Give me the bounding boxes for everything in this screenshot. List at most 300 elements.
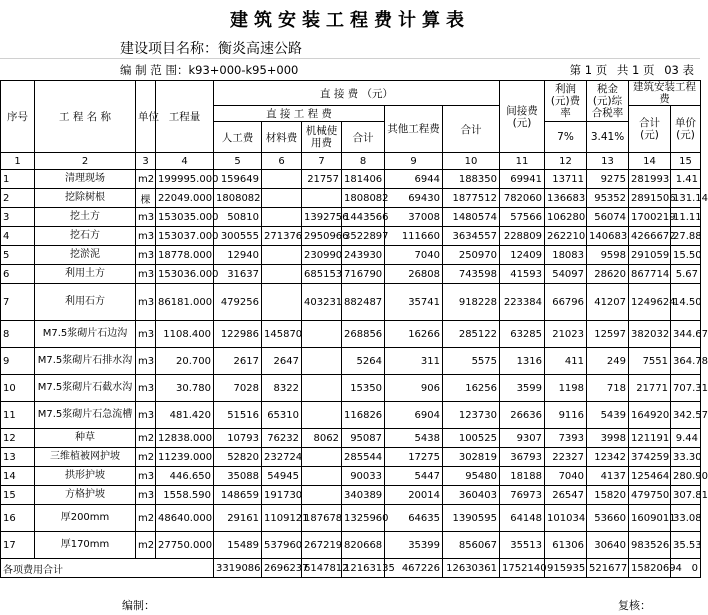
column-number: 12: [545, 153, 587, 170]
cell-indirect: 18188: [500, 467, 545, 486]
cell-qty: 11239.000: [156, 448, 214, 467]
cell-profit: 136683: [545, 189, 587, 208]
cell-price: 342.57: [671, 402, 701, 429]
cell-indirect: 12409: [500, 246, 545, 265]
page-info: [564, 62, 694, 78]
cell-install: 382032: [629, 321, 671, 348]
cell-other: 6904: [385, 402, 443, 429]
cell-profit: 18083: [545, 246, 587, 265]
column-number: 9: [385, 153, 443, 170]
cell-qty: 446.650: [156, 467, 214, 486]
cell-machine: [302, 375, 342, 402]
cell-sub: 15350: [342, 375, 385, 402]
cell-material: 65310: [262, 402, 302, 429]
cell-other: 111660: [385, 227, 443, 246]
cell-profit: 106280: [545, 208, 587, 227]
cell-seq: 5: [1, 246, 35, 265]
cell-tax: 9275: [587, 170, 629, 189]
cell-material: 1109121: [262, 505, 302, 532]
header-unit-price: 单价(元): [671, 106, 701, 153]
cell-material: 76232: [262, 429, 302, 448]
cell-other: 7040: [385, 246, 443, 265]
cell-profit: 101034: [545, 505, 587, 532]
cell-material: 8322: [262, 375, 302, 402]
cell-qty: 153035.000: [156, 208, 214, 227]
header-total: 合计: [443, 106, 500, 153]
cell-install: 164920: [629, 402, 671, 429]
cell-install: 291059: [629, 246, 671, 265]
table-row: [1, 448, 701, 467]
header-unit: 单位: [136, 81, 156, 153]
cell-seq: 2: [1, 189, 35, 208]
cell-name: 厚170mm: [35, 532, 136, 559]
cell-machine: [302, 348, 342, 375]
cell-material: [262, 208, 302, 227]
cell-sub: 5264: [342, 348, 385, 375]
cell-price: 364.78: [671, 348, 701, 375]
cell-profit: 13711: [545, 170, 587, 189]
cell-material: 54945: [262, 467, 302, 486]
cell-name: 三维植被网护坡: [35, 448, 136, 467]
cell-machine: [302, 467, 342, 486]
cell-indirect: 35513: [500, 532, 545, 559]
column-number: 2: [35, 153, 136, 170]
cell-tax: 9598: [587, 246, 629, 265]
cell-tax: 12597: [587, 321, 629, 348]
cell-machine: [302, 402, 342, 429]
cell-labor: 52820: [214, 448, 262, 467]
cell-profit: 22327: [545, 448, 587, 467]
cell-other: 906: [385, 375, 443, 402]
cell-name: 利用土方: [35, 265, 136, 284]
cell-sub: 716790: [342, 265, 385, 284]
cell-sub: 882487: [342, 284, 385, 321]
cell-tax: 30640: [587, 532, 629, 559]
cell-indirect: 76973: [500, 486, 545, 505]
cell-sub: 1325960: [342, 505, 385, 532]
cell-labor: 159649: [214, 170, 262, 189]
cell-other: 35741: [385, 284, 443, 321]
column-number: 10: [443, 153, 500, 170]
cell-total: 16256: [443, 375, 500, 402]
cell-machine: 230990: [302, 246, 342, 265]
cell-qty: 20.700: [156, 348, 214, 375]
cell-total: 743598: [443, 265, 500, 284]
cell-labor: 7028: [214, 375, 262, 402]
cell-price: 707.31: [671, 375, 701, 402]
cell-labor: 300555: [214, 227, 262, 246]
cell-qty: 22049.000: [156, 189, 214, 208]
total-label: 各项费用合计: [1, 559, 214, 578]
header-seq: 序号: [1, 81, 35, 153]
cell-material: [262, 189, 302, 208]
cell-seq: 10: [1, 375, 35, 402]
cell-qty: 48640.000: [156, 505, 214, 532]
cell-material: 145870: [262, 321, 302, 348]
cell-indirect: 41593: [500, 265, 545, 284]
cell-tax: 41207: [587, 284, 629, 321]
cell-unit: m3: [136, 348, 156, 375]
cell-qty: 86181.000: [156, 284, 214, 321]
cell-labor: 1808082: [214, 189, 262, 208]
table-row: [1, 402, 701, 429]
cell-seq: 12: [1, 429, 35, 448]
cell-indirect: 63285: [500, 321, 545, 348]
cell-indirect: 3599: [500, 375, 545, 402]
cell-tax: 249: [587, 348, 629, 375]
cell-install: 867714: [629, 265, 671, 284]
cell-sub: 116826: [342, 402, 385, 429]
cell-qty: 30.780: [156, 375, 214, 402]
cell-name: 挖淤泥: [35, 246, 136, 265]
document-title: 建筑安装工程费计算表: [230, 10, 470, 31]
cell-total: 1480574: [443, 208, 500, 227]
cell-machine: 187678: [302, 505, 342, 532]
cell-name: 方格护坡: [35, 486, 136, 505]
column-number: 3: [136, 153, 156, 170]
table-row: [1, 375, 701, 402]
cell-profit: 66796: [545, 284, 587, 321]
cell-total: 856067: [443, 532, 500, 559]
total-indirect: 1752140: [500, 559, 545, 578]
table-row: [1, 284, 701, 321]
cell-tax: 4137: [587, 467, 629, 486]
cell-machine: 403231: [302, 284, 342, 321]
cell-indirect: 64148: [500, 505, 545, 532]
cell-material: 271376: [262, 227, 302, 246]
total-total: 12630361: [443, 559, 500, 578]
cell-material: [262, 170, 302, 189]
cell-price: 33.08: [671, 505, 701, 532]
table-row: [1, 467, 701, 486]
header-name: 工 程 名 称: [35, 81, 136, 153]
cell-machine: 2950966: [302, 227, 342, 246]
cell-price: 1.41: [671, 170, 701, 189]
tax-rate: 3.41%: [587, 122, 629, 153]
cell-labor: 31637: [214, 265, 262, 284]
cell-seq: 9: [1, 348, 35, 375]
column-number: 8: [342, 153, 385, 170]
cell-tax: 3998: [587, 429, 629, 448]
cell-price: 307.81: [671, 486, 701, 505]
cell-other: 20014: [385, 486, 443, 505]
column-number: 13: [587, 153, 629, 170]
cell-install: 983526: [629, 532, 671, 559]
cell-name: 挖石方: [35, 227, 136, 246]
cell-seq: 6: [1, 265, 35, 284]
cell-seq: 3: [1, 208, 35, 227]
cell-sub: 243930: [342, 246, 385, 265]
cell-sub: 3522897: [342, 227, 385, 246]
cell-sub: 820668: [342, 532, 385, 559]
cell-unit: m3: [136, 246, 156, 265]
cell-other: 17275: [385, 448, 443, 467]
cell-seq: 8: [1, 321, 35, 348]
cell-seq: 14: [1, 467, 35, 486]
cell-labor: 10793: [214, 429, 262, 448]
cell-other: 5438: [385, 429, 443, 448]
cell-name: M7.5浆砌片石急流槽: [35, 402, 136, 429]
table-row: [1, 189, 701, 208]
cell-seq: 15: [1, 486, 35, 505]
cell-other: 69430: [385, 189, 443, 208]
cell-indirect: 9307: [500, 429, 545, 448]
cell-total: 250970: [443, 246, 500, 265]
cell-labor: 12940: [214, 246, 262, 265]
cell-material: [262, 284, 302, 321]
total-tax: 521677: [587, 559, 629, 578]
cell-install: 2891506: [629, 189, 671, 208]
cell-material: 537960: [262, 532, 302, 559]
cell-install: 281993: [629, 170, 671, 189]
cell-machine: [302, 486, 342, 505]
cell-seq: 11: [1, 402, 35, 429]
cell-unit: m3: [136, 486, 156, 505]
cell-price: 14.50: [671, 284, 701, 321]
column-number: 1: [1, 153, 35, 170]
cell-unit: m3: [136, 265, 156, 284]
cell-sub: 340389: [342, 486, 385, 505]
cell-name: 厚200mm: [35, 505, 136, 532]
cell-profit: 411: [545, 348, 587, 375]
column-number: 14: [629, 153, 671, 170]
cell-total: 1877512: [443, 189, 500, 208]
cell-sub: 90033: [342, 467, 385, 486]
header-machine: 机械使用费: [302, 122, 342, 153]
cell-unit: m2: [136, 429, 156, 448]
cell-unit: m2: [136, 505, 156, 532]
cost-table: [0, 80, 708, 578]
cell-sub: 181406: [342, 170, 385, 189]
cell-seq: 4: [1, 227, 35, 246]
cell-machine: [302, 321, 342, 348]
cell-qty: 1558.590: [156, 486, 214, 505]
cell-install: 1700219: [629, 208, 671, 227]
project-name: 建设项目名称：衡炎高速公路: [120, 41, 302, 57]
cell-install: 479750: [629, 486, 671, 505]
cell-total: 3634557: [443, 227, 500, 246]
cell-machine: 685153: [302, 265, 342, 284]
cell-price: 35.53: [671, 532, 701, 559]
cell-seq: 17: [1, 532, 35, 559]
cell-machine: [302, 189, 342, 208]
cell-indirect: 223384: [500, 284, 545, 321]
cell-unit: m3: [136, 227, 156, 246]
cell-qty: 1108.400: [156, 321, 214, 348]
cell-profit: 7040: [545, 467, 587, 486]
cell-name: 拱形护坡: [35, 467, 136, 486]
header-install: 建筑安装工程费: [629, 81, 701, 106]
header-subtotal: 合计: [342, 122, 385, 153]
cell-total: 918228: [443, 284, 500, 321]
cell-machine: 1392756: [302, 208, 342, 227]
page-total: 共 1 页: [616, 63, 655, 77]
cell-total: 302819: [443, 448, 500, 467]
column-number: 4: [156, 153, 214, 170]
cell-install: 125464: [629, 467, 671, 486]
table-row: [1, 505, 701, 532]
cell-price: 344.67: [671, 321, 701, 348]
column-number: 5: [214, 153, 262, 170]
cell-tax: 5439: [587, 402, 629, 429]
total-labor: 3319086: [214, 559, 262, 578]
cell-machine: 21757: [302, 170, 342, 189]
cell-other: 16266: [385, 321, 443, 348]
header-material: 材料费: [262, 122, 302, 153]
cell-install: 1249624: [629, 284, 671, 321]
table-row: [1, 321, 701, 348]
cell-material: 2647: [262, 348, 302, 375]
cell-indirect: 228809: [500, 227, 545, 246]
cell-seq: 16: [1, 505, 35, 532]
cell-tax: 140683: [587, 227, 629, 246]
cell-name: 挖除树根: [35, 189, 136, 208]
cell-total: 360403: [443, 486, 500, 505]
cell-other: 26808: [385, 265, 443, 284]
cell-other: 35399: [385, 532, 443, 559]
total-price: 0: [671, 559, 701, 578]
cell-name: 挖土方: [35, 208, 136, 227]
cell-unit: m3: [136, 375, 156, 402]
cell-indirect: 57566: [500, 208, 545, 227]
cell-install: 374259: [629, 448, 671, 467]
cell-labor: 15489: [214, 532, 262, 559]
cell-unit: 棵: [136, 189, 156, 208]
cell-price: 280.90: [671, 467, 701, 486]
cell-price: 27.88: [671, 227, 701, 246]
cell-qty: 199995.000: [156, 170, 214, 189]
cell-name: M7.5浆砌片石截水沟: [35, 375, 136, 402]
cell-name: 种草: [35, 429, 136, 448]
cell-tax: 15820: [587, 486, 629, 505]
cell-name: M7.5浆砌片石边沟: [35, 321, 136, 348]
cell-price: 15.50: [671, 246, 701, 265]
cell-total: 123730: [443, 402, 500, 429]
cell-install: 121191: [629, 429, 671, 448]
cell-labor: 50810: [214, 208, 262, 227]
cell-other: 64635: [385, 505, 443, 532]
header-tax: 税金(元)综合税率: [587, 81, 629, 122]
cell-sub: 1808082: [342, 189, 385, 208]
cell-profit: 7393: [545, 429, 587, 448]
header-other: 其他工程费: [385, 106, 443, 153]
cell-sub: 268856: [342, 321, 385, 348]
total-other: 467226: [385, 559, 443, 578]
cell-unit: m2: [136, 532, 156, 559]
cell-profit: 262210: [545, 227, 587, 246]
header-profit: 利润(元)费率: [545, 81, 587, 122]
header-install-total: 合计(元): [629, 106, 671, 153]
cell-install: 4266672: [629, 227, 671, 246]
cell-tax: 12342: [587, 448, 629, 467]
cell-material: [262, 265, 302, 284]
cell-tax: 95352: [587, 189, 629, 208]
table-row: [1, 227, 701, 246]
table-row: [1, 532, 701, 559]
cell-unit: m3: [136, 208, 156, 227]
total-profit: 915935: [545, 559, 587, 578]
cell-sub: 95087: [342, 429, 385, 448]
column-number: 7: [302, 153, 342, 170]
cell-labor: 148659: [214, 486, 262, 505]
cell-unit: m3: [136, 467, 156, 486]
cell-tax: 56074: [587, 208, 629, 227]
cell-total: 1390595: [443, 505, 500, 532]
cell-indirect: 782060: [500, 189, 545, 208]
cell-other: 6944: [385, 170, 443, 189]
cell-install: 7551: [629, 348, 671, 375]
cell-name: M7.5浆砌片石排水沟: [35, 348, 136, 375]
compiler-label: 编制：: [122, 599, 155, 612]
cell-install: 1609011: [629, 505, 671, 532]
cell-unit: m3: [136, 321, 156, 348]
cell-unit: m2: [136, 170, 156, 189]
cell-unit: m3: [136, 284, 156, 321]
cell-qty: 12838.000: [156, 429, 214, 448]
reviewer-label: 复核：: [618, 599, 651, 612]
cell-total: 100525: [443, 429, 500, 448]
cell-price: 11.11: [671, 208, 701, 227]
compile-range: 编 制 范 围：k93+000-k95+000: [120, 63, 299, 77]
table-row: [1, 486, 701, 505]
cell-unit: m3: [136, 402, 156, 429]
cell-tax: 53660: [587, 505, 629, 532]
cell-indirect: 26636: [500, 402, 545, 429]
cell-price: 33.30: [671, 448, 701, 467]
table-row: [1, 170, 701, 189]
cell-tax: 718: [587, 375, 629, 402]
column-number: 6: [262, 153, 302, 170]
cell-material: 191730: [262, 486, 302, 505]
cell-price: 9.44: [671, 429, 701, 448]
cell-sub: 285544: [342, 448, 385, 467]
cell-tax: 28620: [587, 265, 629, 284]
total-material: 2696237: [262, 559, 302, 578]
cell-qty: 153036.000: [156, 265, 214, 284]
cell-total: 188350: [443, 170, 500, 189]
cell-profit: 21023: [545, 321, 587, 348]
header-labor: 人工费: [214, 122, 262, 153]
table-number: 03 表: [664, 63, 694, 77]
cell-profit: 9116: [545, 402, 587, 429]
table-row: [1, 246, 701, 265]
cell-sub: 1443566: [342, 208, 385, 227]
table-row: [1, 208, 701, 227]
cell-total: 95480: [443, 467, 500, 486]
total-machine: 6147812: [302, 559, 342, 578]
cell-labor: 122986: [214, 321, 262, 348]
profit-rate: 7%: [545, 122, 587, 153]
cell-total: 5575: [443, 348, 500, 375]
total-sub: 12163135: [342, 559, 385, 578]
cell-install: 21771: [629, 375, 671, 402]
total-row: [1, 559, 701, 578]
cell-indirect: 36793: [500, 448, 545, 467]
page-number: 第 1 页: [569, 63, 608, 77]
cell-other: 311: [385, 348, 443, 375]
total-install: 15820694: [629, 559, 671, 578]
cell-labor: 479256: [214, 284, 262, 321]
cell-qty: 481.420: [156, 402, 214, 429]
cell-total: 285122: [443, 321, 500, 348]
cell-machine: 267219: [302, 532, 342, 559]
header-direct-fee: 直 接 费 （元）: [214, 81, 500, 106]
cell-other: 5447: [385, 467, 443, 486]
column-number: 11: [500, 153, 545, 170]
cell-labor: 29161: [214, 505, 262, 532]
cell-seq: 13: [1, 448, 35, 467]
cell-unit: m2: [136, 448, 156, 467]
